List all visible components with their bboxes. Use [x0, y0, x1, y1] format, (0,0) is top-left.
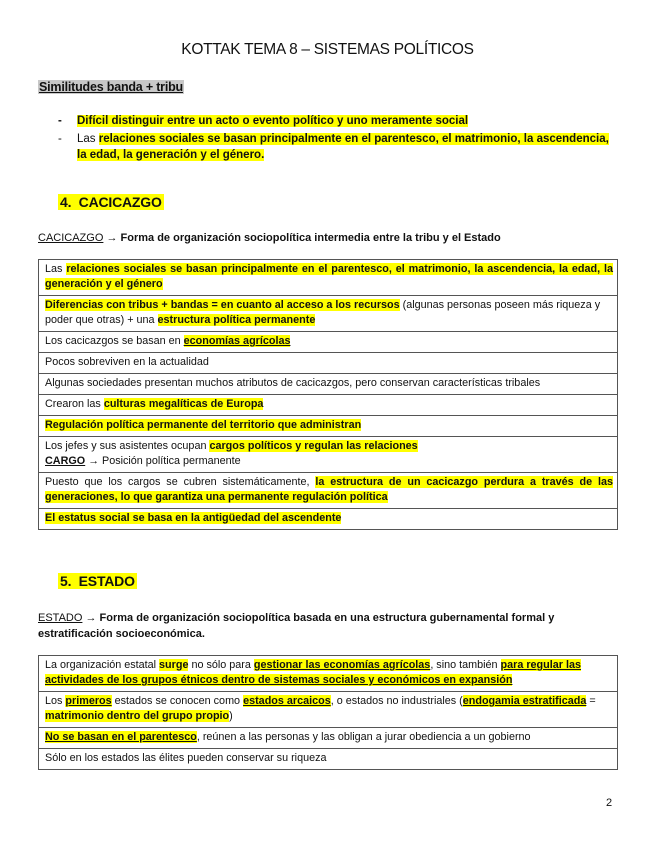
estado-table [38, 655, 618, 770]
table-row: Los primeros estados se conocen como estados arcaicos, o estados no industriales (endogamia estratificada = matrimonio dentro del grupo propio) [39, 692, 618, 728]
page-title: KOTTAK TEMA 8 – SISTEMAS POLÍTICOS [181, 41, 474, 58]
table-row: No se basan en el parentesco, reúnen a las personas y las obligan a jurar obediencia a un gobierno [39, 728, 618, 749]
table-row: Pocos sobreviven en la actualidad [39, 353, 618, 374]
table-row: El estatus social se basa en la antigüedad del ascendente [39, 509, 618, 530]
table-row: Crearon las culturas megalíticas de Europa [39, 395, 618, 416]
table-row: Los cacicazgos se basan en economías agrícolas [39, 332, 618, 353]
list-item: - Difícil distinguir entre un acto o evento político y uno meramente social [58, 115, 469, 127]
table-row: Regulación política permanente del territorio que administran [39, 416, 618, 437]
estado-heading: 5. ESTADO [60, 573, 135, 589]
cacicazgo-heading: 4. CACICAZGO [60, 194, 162, 210]
estado-definition: ESTADO → Forma de organización sociopolítica basada en una estructura gubernamental formal y estratificación socioeconómica. [38, 612, 555, 640]
similitudes-list [58, 113, 618, 165]
similitudes-heading: Similitudes banda + tribu [39, 80, 183, 94]
cacicazgo-definition: CACICAZGO → Forma de organización sociopolítica intermedia entre la tribu y el Estado [38, 232, 501, 244]
table-row: Los jefes y sus asistentes ocupan cargos políticos y regulan las relaciones CARGO → Posición política permanente [39, 437, 618, 473]
table-row: Las relaciones sociales se basan principalmente en el parentesco, el matrimonio, la ascendencia, la edad, la generación y el género [39, 260, 618, 296]
cacicazgo-table [38, 259, 618, 530]
table-row: Diferencias con tribus + bandas = en cuanto al acceso a los recursos (algunas personas poseen más riqueza y poder que otras) + una estructura política permanente [39, 296, 618, 332]
table-row: Sólo en los estados las élites pueden conservar su riqueza [39, 749, 618, 770]
page-number: 2 [606, 797, 613, 809]
table-row: Algunas sociedades presentan muchos atributos de cacicazgos, pero conservan características tribales [39, 374, 618, 395]
table-row: La organización estatal surge no sólo para gestionar las economías agrícolas, sino también para regular las actividades de los grupos étnicos dentro de sistemas sociales y económicos en expansión [39, 656, 618, 692]
table-row: Puesto que los cargos se cubren sistemáticamente, la estructura de un cacicazgo perdura a través de las generaciones, lo que garantiza una permanente regulación política [39, 473, 618, 509]
list-item: - Las relaciones sociales se basan principalmente en el parentesco, el matrimonio, la ascendencia, la edad, la generación y el género. [58, 133, 609, 161]
